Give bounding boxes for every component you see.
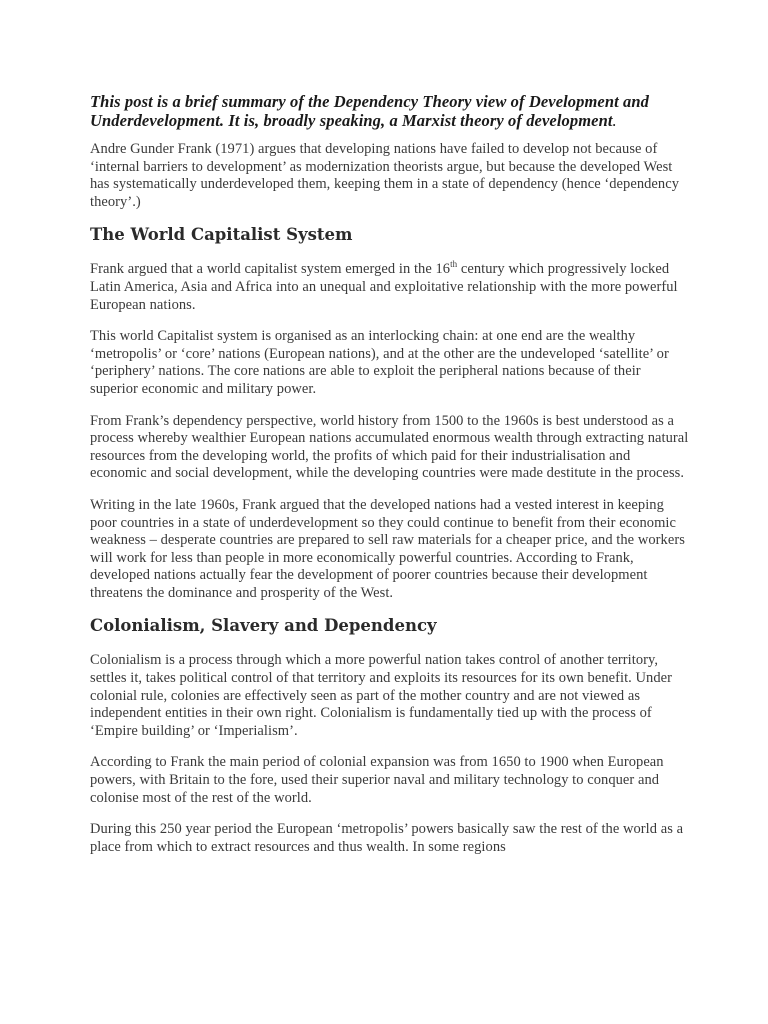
paragraph-frank-argument: Andre Gunder Frank (1971) argues that developing nations have failed to develop not because of ‘internal barriers to development’ as modernization theorists argue, but because the developed West has systematically underdeveloped them, keeping them in a state of dependency (hence ‘dependency theory’.)	[90, 141, 680, 210]
superscript: th	[450, 259, 458, 270]
paragraph-vested-interest: Writing in the late 1960s, Frank argued that the developed nations had a vested interest in keeping poor countries in a state of underdevelopment so they could continue to benefit from their economic weakness – desperate countries are prepared to sell raw materials for a cheaper price, and the workers will work for less than people in more economically powerful countries. According to Frank, developed nations actually fear the development of poorer countries because their development threatens the dominance and prosperity of the West.	[90, 496, 685, 601]
document-page	[90, 92, 690, 870]
paragraph-world-system-origin	[90, 261, 690, 314]
paragraph-text: Frank argued that a world capitalist system emerged in the 16	[90, 261, 451, 278]
heading-colonialism-slavery-dependency: Colonialism, Slavery and Dependency	[90, 616, 437, 636]
paragraph-metropolis-powers: During this 250 year period the European ‘metropolis’ powers basically saw the rest of the world as a place from which to extract resources and thus wealth. In some regions	[90, 821, 684, 855]
intro-tail: .	[612, 111, 617, 130]
paragraph-colonial-expansion: According to Frank the main period of colonial expansion was from 1650 to 1900 when European powers, with Britain to the fore, used their superior naval and military technology to conquer and colonise most of the rest of the world.	[90, 754, 664, 806]
intro-paragraph	[90, 92, 690, 130]
paragraph-world-history: From Frank’s dependency perspective, world history from 1500 to the 1960s is best understood as a process whereby wealthier European nations accumulated enormous wealth through extracting natural resources from the developing world, the profits of which paid for their industrialisation and economic and social development, while the developing countries were made destitute in the process.	[90, 412, 689, 482]
intro-text: This post is a brief summary of the Dependency Theory view of Development and Underdevelopment. It is, broadly speaking, a Marxist theory of development	[90, 92, 650, 130]
paragraph-interlocking-chain: This world Capitalist system is organised as an interlocking chain: at one end are the wealthy ‘metropolis’ or ‘core’ nations (European nations), and at the other are the undeveloped ‘satellite’ or ‘periphery’ nations. The core nations are able to exploit the peripheral nations because of their superior economic and military power.	[90, 328, 669, 397]
heading-world-capitalist-system: The World Capitalist System	[90, 225, 353, 245]
paragraph-colonialism-definition: Colonialism is a process through which a more powerful nation takes control of another territory, settles it, takes political control of that territory and exploits its resources for its own benefit. Under colonial rule, colonies are effectively seen as part of the mother country and are not viewed as independent entities in their own right. Colonialism is fundamentally tied up with the process of ‘Empire building’ or ‘Imperialism’.	[90, 652, 672, 739]
paragraph-text: century which progressively locked Latin America, Asia and Africa into an unequal and exploitative relationship with the more powerful European nations.	[90, 261, 678, 313]
